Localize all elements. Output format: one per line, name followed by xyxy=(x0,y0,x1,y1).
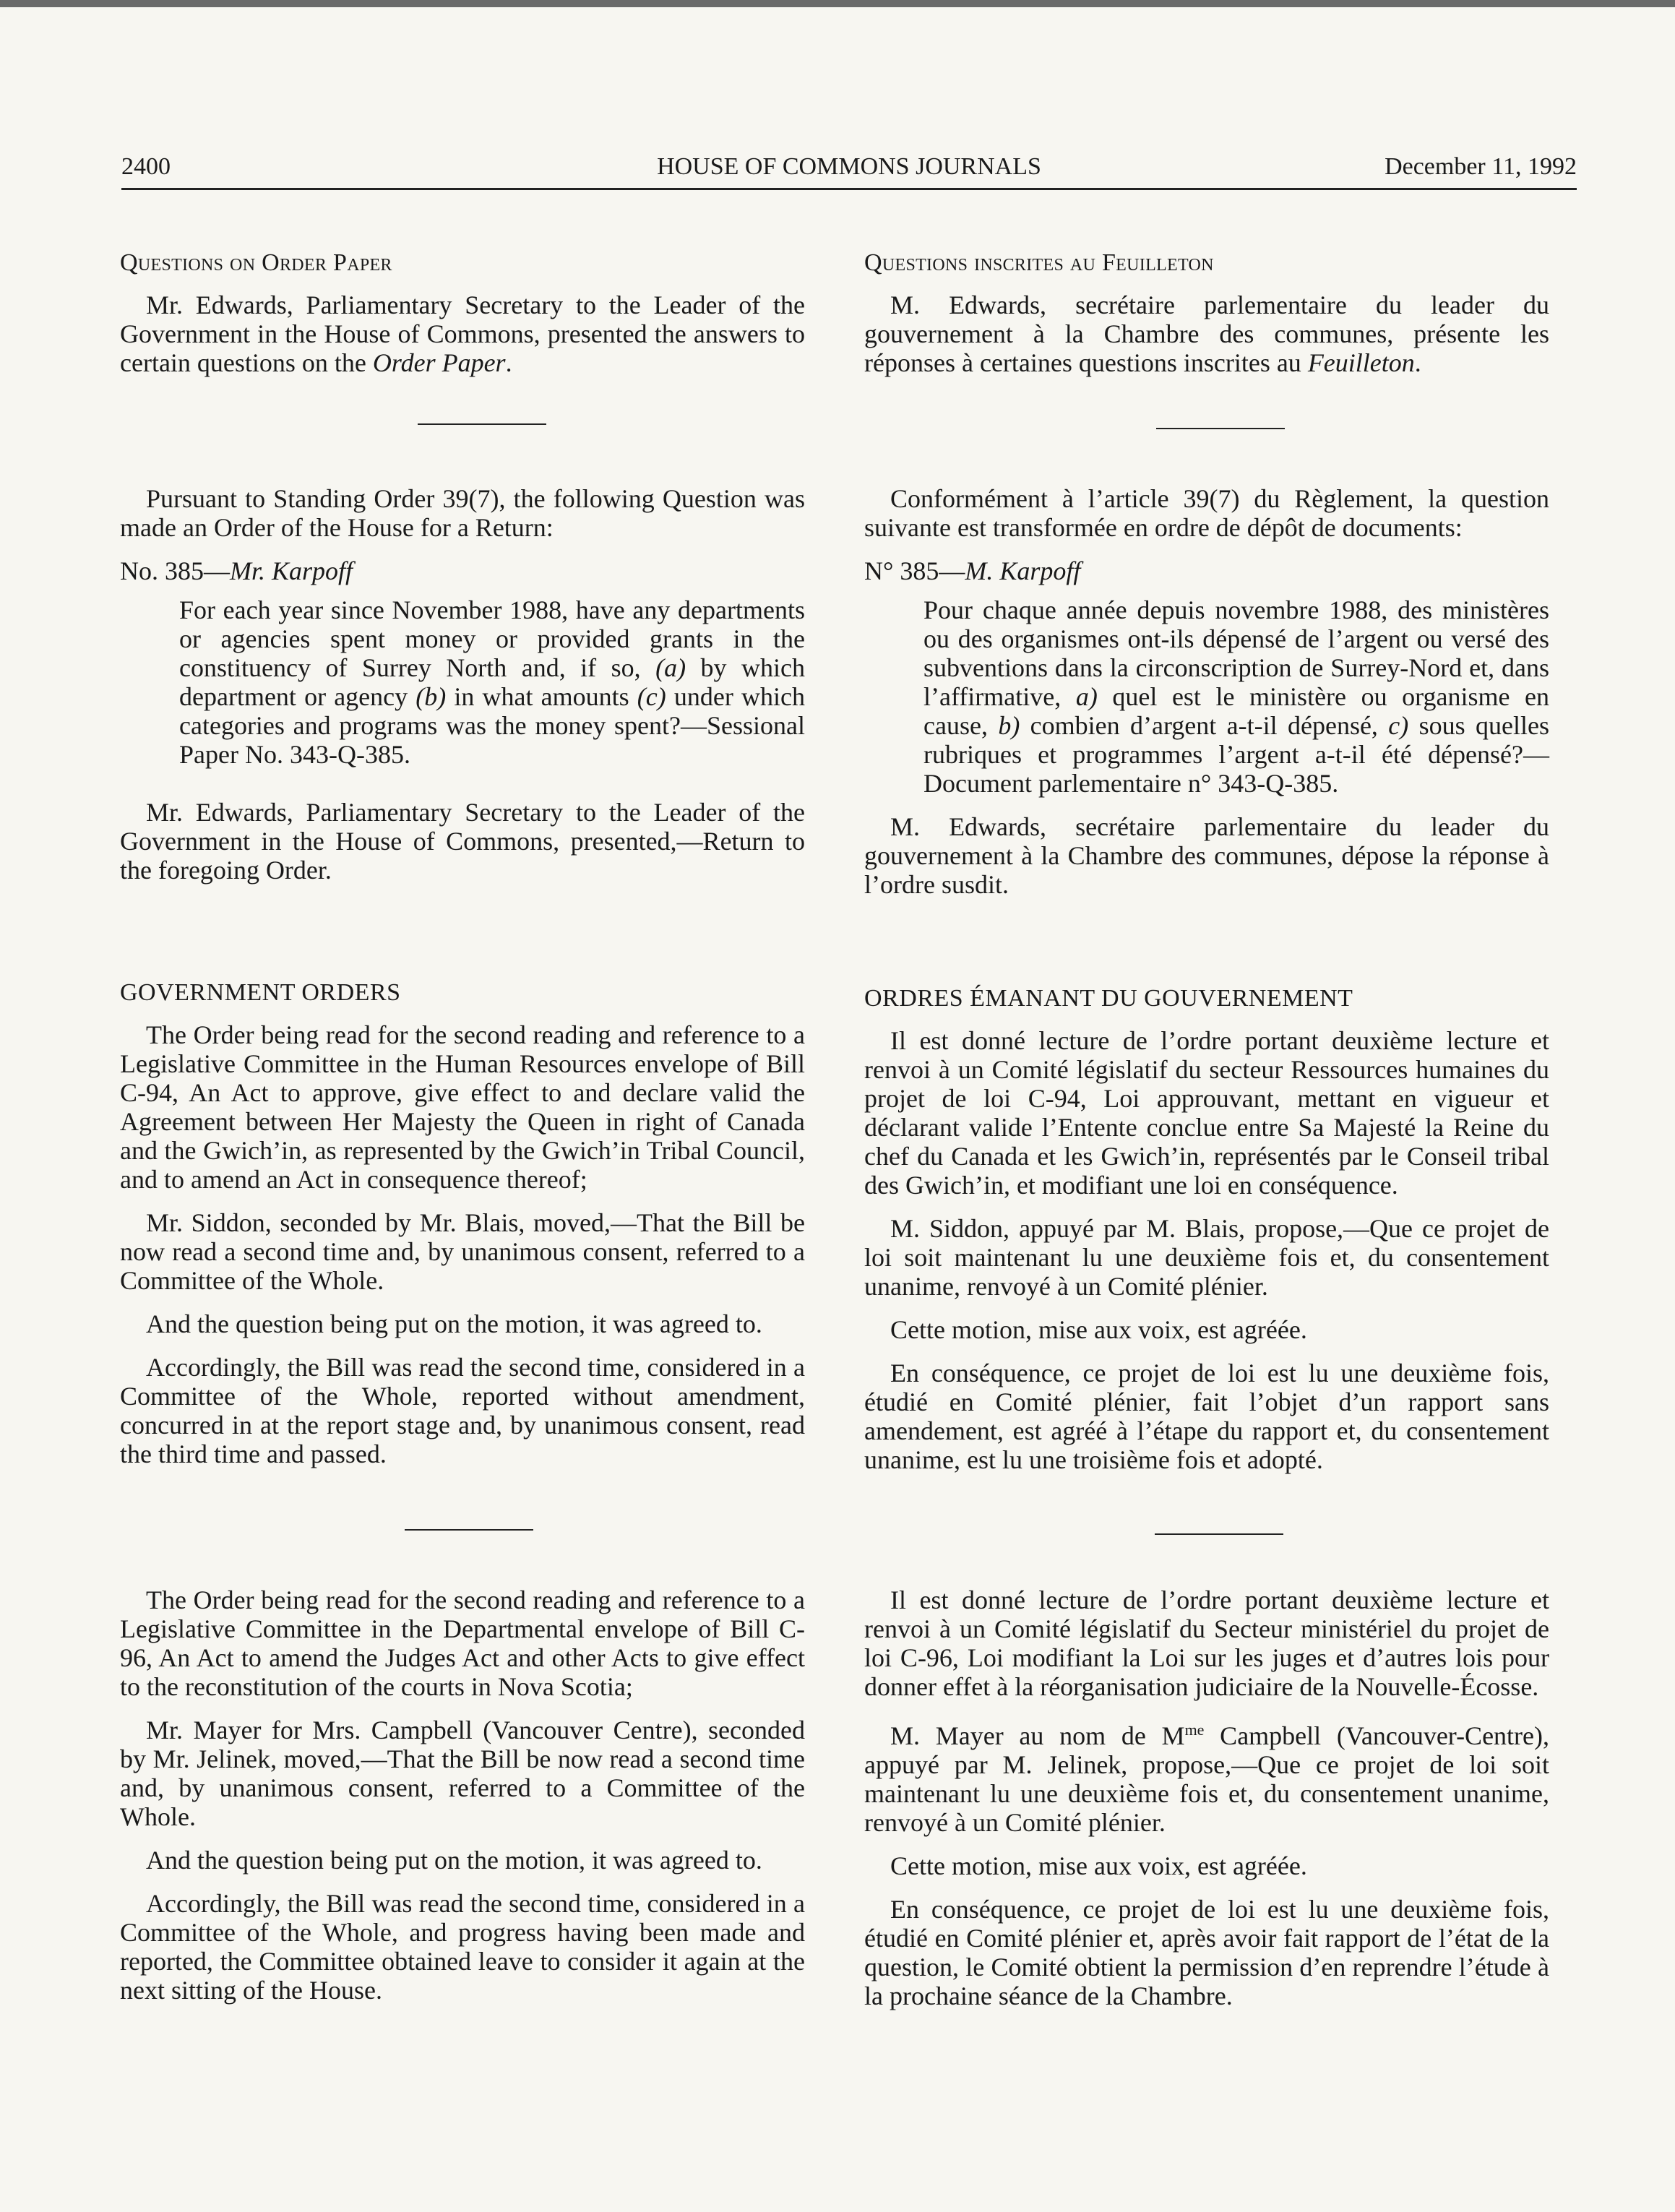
section-projet-c96 xyxy=(864,1585,1549,2025)
text: quel est le ministère ou organisme en cause, xyxy=(923,682,1550,740)
paragraph: Pursuant to Standing Order 39(7), the following Question was made an Order of the House for a Return: xyxy=(120,484,805,542)
question-number xyxy=(120,556,805,585)
separator-rule xyxy=(1156,428,1285,429)
section-bill-c96 xyxy=(120,1585,805,2019)
label: b) xyxy=(998,711,1020,740)
section-heading: Questions on Order Paper xyxy=(120,249,392,276)
text: combien d’argent a-t-il dépensé, xyxy=(1020,711,1389,740)
paragraph: Mr. Mayer for Mrs. Campbell (Vancouver Centre), seconded by Mr. Jelinek, moved,—That the Bill be now read a second time and, by unanimous consent, referred to a Committee of the Whole. xyxy=(120,1716,805,1831)
paragraph: En conséquence, ce projet de loi est lu une deuxième fois, étudié en Comité plénier, fait l’objet d’un rapport sans amendement, est agréé à l’étape du rapport et, du consentement unanime, est lu une troisième fois et adopté. xyxy=(864,1359,1549,1474)
text: . xyxy=(1414,348,1421,377)
paragraph: Conformément à l’article 39(7) du Règlement, la question suivante est transformée en ordre de dépôt de documents: xyxy=(864,484,1549,542)
paragraph: And the question being put on the motion, it was agreed to. xyxy=(146,1846,762,1875)
text: . xyxy=(505,348,512,377)
label: (b) xyxy=(415,682,447,711)
text: in what amounts xyxy=(446,682,637,711)
paragraph: The Order being read for the second reading and reference to a Legislative Committee in the Departmental envelope of Bill C-96, An Act to amend the Judges Act and other Acts to give effect to the reconstitution of the courts in Nova Scotia; xyxy=(120,1585,805,1701)
section-heading: Questions inscrites au Feuilleton xyxy=(864,249,1214,276)
paragraph: And the question being put on the motion, it was agreed to. xyxy=(146,1309,762,1338)
paragraph: M. Edwards, secrétaire parlementaire du leader du gouvernement à la Chambre des communes, dépose la réponse à l’ordre susdit. xyxy=(864,812,1549,899)
text: M. Edwards, secrétaire parlementaire du leader du gouvernement à la Chambre des communes, présente les réponses à certaines questions inscrites au xyxy=(864,291,1549,377)
paragraph: Il est donné lecture de l’ordre portant deuxième lecture et renvoi à un Comité législatif du secteur Ressources humaines du projet de loi C-94, Loi approuvant, mettant en vigueur et déclarant valide l’Entente conclue entre Sa Majesté la Reine du chef du Canada et les Gwich’in, représentés par le Conseil tribal des Gwich’in, et modifiant une loi en conséquence. xyxy=(864,1026,1549,1200)
paragraph: Accordingly, the Bill was read the second time, considered in a Committee of the Whole, and progress having been made and reported, the Committee obtained leave to consider it again at the next sitting of the House. xyxy=(120,1889,805,2005)
paragraph: M. Siddon, appuyé par M. Blais, propose,—Que ce projet de loi soit maintenant lu une deuxième fois et, du consentement unanime, renvoyé à un Comité plénier. xyxy=(864,1214,1549,1301)
section-heading: ORDRES ÉMANANT DU GOUVERNEMENT xyxy=(864,985,1353,1012)
paragraph xyxy=(120,291,805,377)
member-name: Mr. Karpoff xyxy=(230,556,353,585)
journal-title: HOUSE OF COMMONS JOURNALS xyxy=(657,153,1041,180)
question-number xyxy=(864,556,1549,585)
text: by which department or agency xyxy=(179,653,805,711)
section-question-385-fr xyxy=(864,484,1549,913)
superscript: me xyxy=(1184,1721,1205,1739)
italic-text: Feuilleton xyxy=(1307,348,1415,377)
section-heading: GOVERNMENT ORDERS xyxy=(120,979,401,1006)
separator-rule xyxy=(418,423,546,425)
label: (c) xyxy=(637,682,666,711)
section-questions-order-paper xyxy=(120,249,805,392)
question-text xyxy=(923,595,1549,798)
text: under which categories and programs was the money spent?—Sessional Paper No. 343-Q-385. xyxy=(179,682,805,769)
italic-text: Order Paper xyxy=(372,348,506,377)
running-header xyxy=(121,153,1577,190)
text: No. 385— xyxy=(120,556,230,585)
label: a) xyxy=(1075,682,1098,711)
paragraph: Cette motion, mise aux voix, est agréée. xyxy=(890,1851,1307,1880)
section-question-385 xyxy=(120,484,805,899)
text: M. Mayer au nom de M xyxy=(890,1721,1185,1750)
paragraph: The Order being read for the second reading and reference to a Legislative Committee in the Human Resources envelope of Bill C-94, An Act to approve, give effect to and declare valid the Agreement between Her Majesty the Queen in right of Canada and the Gwich’in, as represented by the Gwich’in Tribal Council, and to amend an Act in consequence thereof; xyxy=(120,1020,805,1194)
text: For each year since November 1988, have any departments or agencies spent money or provided grants in the constituency of Surrey North and, if so, xyxy=(179,595,805,682)
scan-top-edge xyxy=(0,0,1675,7)
paragraph: Accordingly, the Bill was read the second time, considered in a Committee of the Whole, reported without amendment, concurred in at the report stage and, by unanimous consent, read the third time and passed. xyxy=(120,1353,805,1468)
text: sous quelles rubriques et programmes l’argent a-t-il été dépensé?—Document parlementaire n° 343-Q-385. xyxy=(923,711,1549,798)
section-government-orders xyxy=(120,978,805,1483)
separator-rule xyxy=(405,1529,533,1531)
paragraph: Mr. Siddon, seconded by Mr. Blais, moved,—That the Bill be now read a second time and, by unanimous consent, referred to a Committee of the Whole. xyxy=(120,1208,805,1295)
label: c) xyxy=(1388,711,1409,740)
text: Campbell (Vancouver-Centre), appuyé par M. Jelinek, propose,—Que ce projet de loi soit maintenant lu une deuxième fois et, du consentement unanime, renvoyé à un Comité plénier. xyxy=(864,1721,1550,1837)
paragraph: Mr. Edwards, Parliamentary Secretary to the Leader of the Government in the House of Commons, presented,—Return to the foregoing Order. xyxy=(120,798,805,885)
paragraph xyxy=(864,291,1549,377)
text: Pour chaque année depuis novembre 1988, des ministères ou des organismes ont-ils dépensé de l’argent ou versé des subventions dans la circonscription de Surrey-Nord et, dans l’affirmative, xyxy=(923,595,1549,711)
member-name: M. Karpoff xyxy=(965,556,1081,585)
paragraph: Il est donné lecture de l’ordre portant deuxième lecture et renvoi à un Comité législatif du Secteur ministériel du projet de loi C-96, Loi modifiant la Loi sur les juges et d’autres lois pour donner effet à la réorganisation judiciaire de la Nouvelle-Écosse. xyxy=(864,1585,1549,1701)
paragraph: Cette motion, mise aux voix, est agréée. xyxy=(890,1315,1307,1344)
text: Mr. Edwards, Parliamentary Secretary to the Leader of the Government in the House of Commons, presented the answers to certain questions on the xyxy=(120,291,805,377)
paragraph xyxy=(864,1716,1549,1837)
journal-date: December 11, 1992 xyxy=(1385,153,1577,180)
text: N° 385— xyxy=(864,556,965,585)
paragraph: En conséquence, ce projet de loi est lu une deuxième fois, étudié en Comité plénier et, après avoir fait rapport de l’état de la question, le Comité obtient la permission d’en reprendre l’étude à la prochaine séance de la Chambre. xyxy=(864,1895,1549,2010)
label: (a) xyxy=(655,653,686,682)
section-questions-feuilleton xyxy=(864,249,1549,392)
question-text xyxy=(179,595,805,769)
separator-rule xyxy=(1155,1533,1283,1535)
section-ordres-gouvernement xyxy=(864,984,1549,1489)
page-number: 2400 xyxy=(121,153,171,180)
